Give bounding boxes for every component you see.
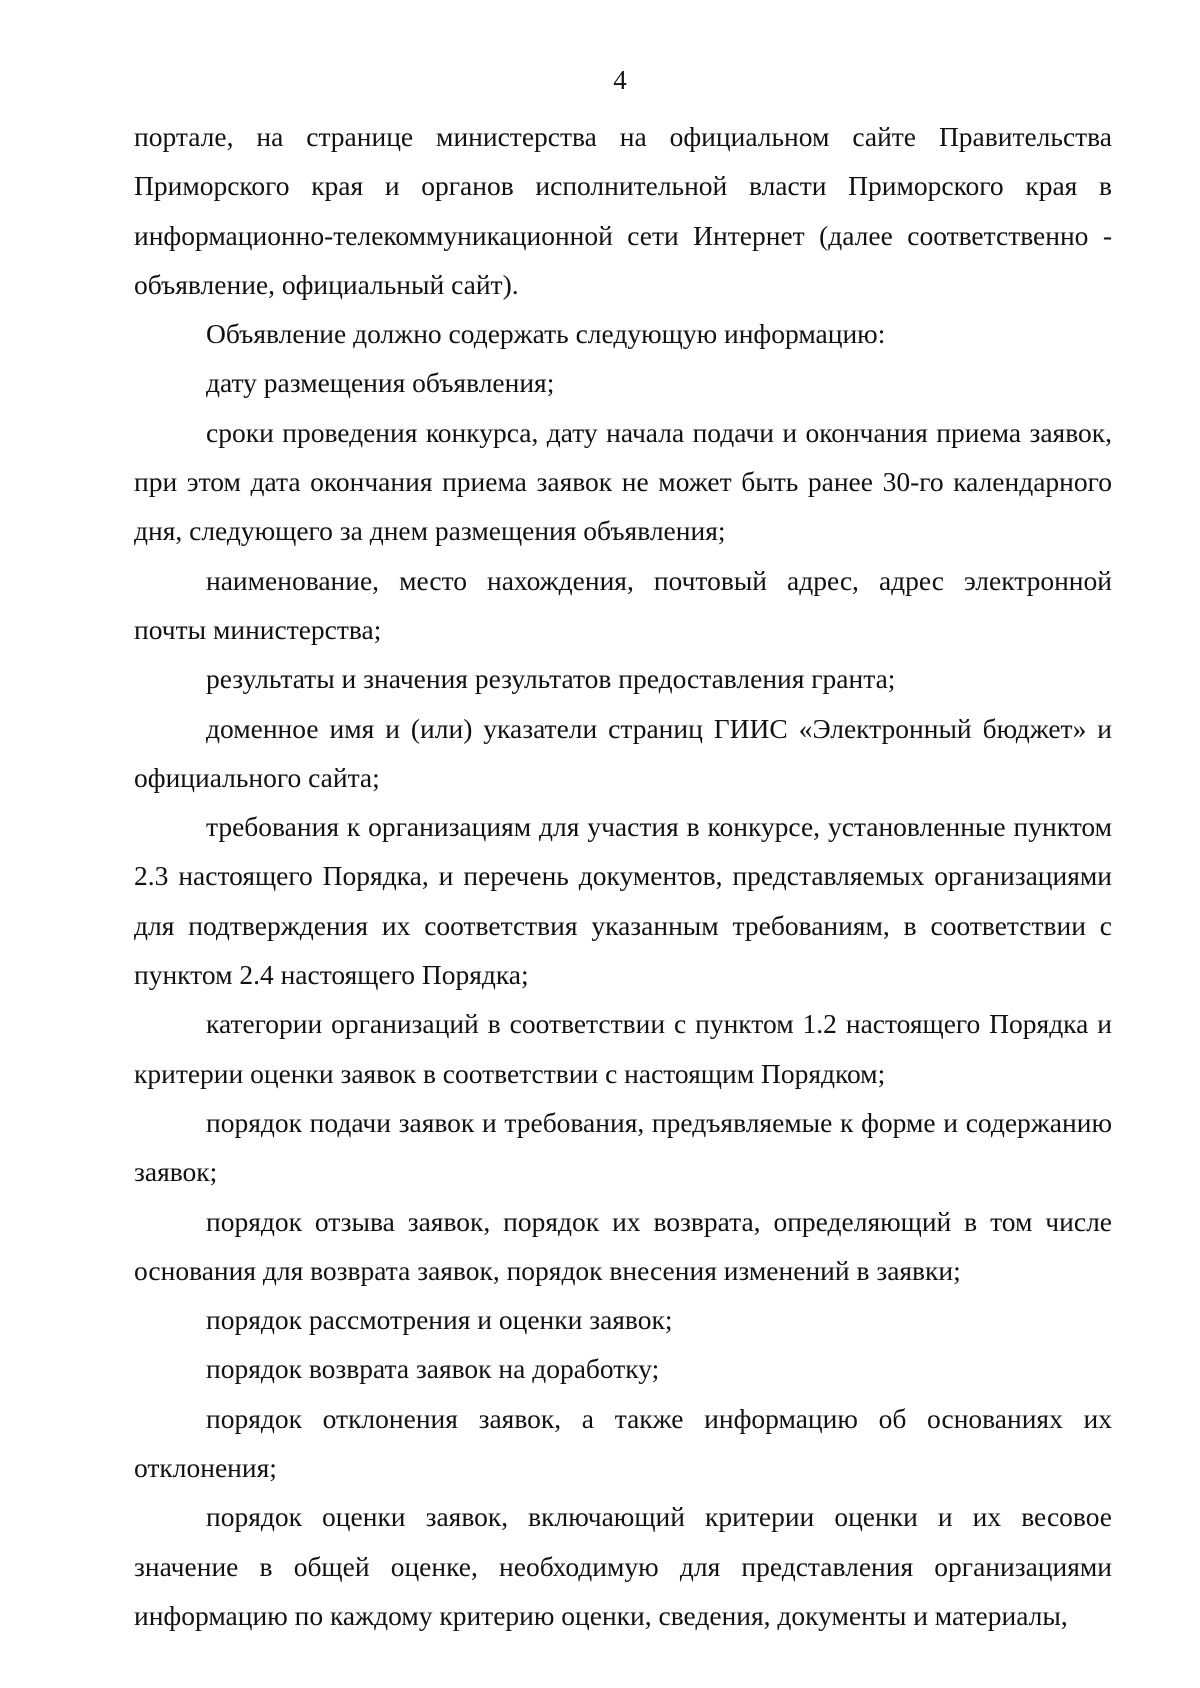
paragraph-continuation: портале, на странице министерства на официальном сайте Правительства Приморского края и органов исполнительной власти Приморского края в информационно-телекоммуникационной сети Интернет (далее соответственно - объявление, официальный сайт). [134, 121, 1112, 300]
paragraph-intro: Объявление должно содержать следующую информацию: [206, 318, 886, 350]
list-item: порядок отклонения заявок, а также информацию об основаниях их отклонения; [134, 1402, 1112, 1484]
list-item: дату размещения объявления; [206, 367, 555, 399]
list-item: доменное имя и (или) указатели страниц ГИИС «Электронный бюджет» и официального сайта; [134, 712, 1112, 793]
list-item: наименование, место нахождения, почтовый адрес, адрес электронной почты министерства; [134, 564, 1112, 645]
list-item: порядок оценки заявок, включающий критерии оценки и их весовое значение в общей оценке, необходимую для представления организациями информацию по каждому критерию оценки, сведения, документы и материалы, [134, 1501, 1112, 1631]
list-item: порядок рассмотрения и оценки заявок; [206, 1304, 673, 1336]
list-item: сроки проведения конкурса, дату начала подачи и окончания приема заявок, при этом дата окончания приема заявок не может быть ранее 30-го календарного дня, следующего за днем размещения объявления; [134, 416, 1112, 547]
list-item: порядок возврата заявок на доработку; [206, 1353, 660, 1385]
document-body [134, 112, 1112, 1640]
list-item: порядок подачи заявок и требования, предъявляемые к форме и содержанию заявок; [134, 1106, 1112, 1188]
page-number: 4 [613, 65, 627, 95]
list-item: категории организаций в соответствии с пунктом 1.2 настоящего Порядка и критерии оценки заявок в соответствии с настоящим Порядком; [134, 1008, 1112, 1089]
list-item: требования к организациям для участия в конкурсе, установленные пунктом 2.3 настоящего Порядка, и перечень документов, представляемых организациями для подтверждения их соответствия указанным требованиям, в соответствии с пунктом 2.4 настоящего Порядка; [134, 811, 1112, 991]
list-item: результаты и значения результатов предоставления гранта; [206, 663, 896, 695]
list-item: порядок отзыва заявок, порядок их возврата, определяющий в том числе основания для возврата заявок, порядок внесения изменений в заявки; [134, 1205, 1112, 1286]
